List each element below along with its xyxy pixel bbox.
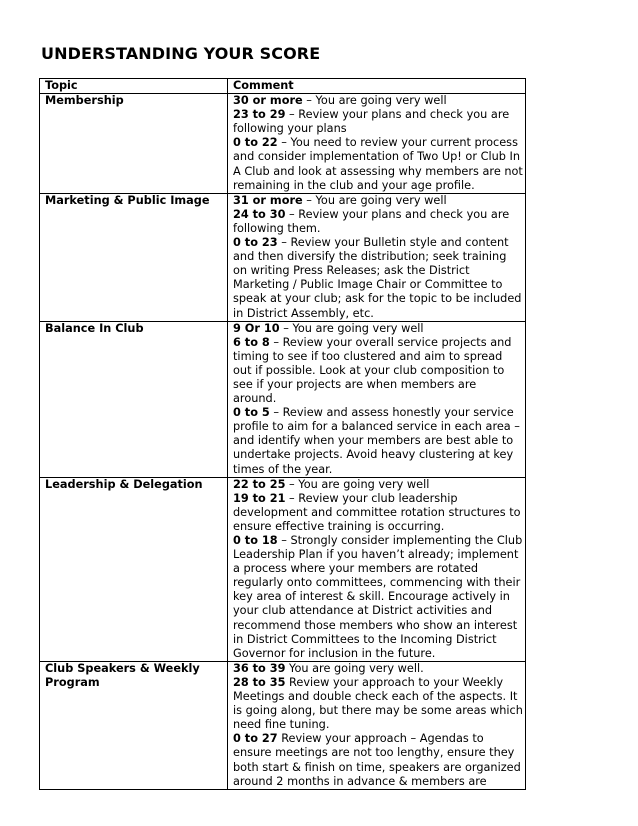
score-range: 6 to 8 bbox=[233, 335, 270, 349]
score-range: 9 Or 10 bbox=[233, 321, 280, 335]
comment-text: Review your approach to your Weekly Meetings and double check each of the aspects. It is going along, but there may be some areas which need fine tuning. bbox=[233, 675, 523, 732]
comment-text: – Review your Bulletin style and content and then diversify the distribution; seek training on writing Press Releases; ask the District Marketing / Public Image Chair or Committee to speak at your club; ask for the topic to be included in District Assembly, etc. bbox=[233, 236, 522, 320]
score-comment bbox=[233, 732, 523, 788]
comment-text: Review your approach – Agendas to ensure meetings are not too lengthy, ensure they both start & finish on time, speakers are organized around 2 months in advance & members are bbox=[233, 732, 521, 788]
comment-text: – You are going very well bbox=[285, 477, 430, 491]
score-comment bbox=[233, 136, 523, 192]
comment-text: – You need to review your current process and consider implementation of Two Up! or Club In A Club and look at assessing why members are not remaining in the club and your age profile. bbox=[233, 136, 523, 192]
score-range: 0 to 27 bbox=[233, 732, 278, 746]
score-comment bbox=[233, 236, 523, 321]
topic-cell: Club Speakers & Weekly Program bbox=[40, 661, 228, 789]
table-row bbox=[40, 661, 526, 789]
comment-text: – Review your plans and check you are following them. bbox=[233, 207, 510, 235]
topic-cell: Balance In Club bbox=[40, 321, 228, 477]
topic-cell: Membership bbox=[40, 94, 228, 194]
score-comment bbox=[233, 322, 523, 336]
score-comment bbox=[233, 492, 523, 534]
score-range: 30 or more bbox=[233, 94, 303, 108]
comment-cell bbox=[228, 94, 526, 194]
comment-text: – You are going very well bbox=[302, 193, 447, 207]
score-range: 19 to 21 bbox=[233, 491, 286, 505]
comment-text: – You are going very well bbox=[279, 321, 424, 335]
score-range: 22 to 25 bbox=[233, 477, 286, 491]
comment-cell bbox=[228, 193, 526, 321]
header-topic: Topic bbox=[40, 79, 228, 94]
score-range: 0 to 5 bbox=[233, 406, 270, 420]
score-range: 23 to 29 bbox=[233, 108, 286, 122]
table-row bbox=[40, 193, 526, 321]
header-comment: Comment bbox=[228, 79, 526, 94]
comment-text: – Review your club leadership development and committee rotation structures to ensure effective training is occurring. bbox=[233, 491, 521, 533]
comment-cell bbox=[228, 477, 526, 661]
table-header-row bbox=[40, 79, 526, 94]
score-comment bbox=[233, 94, 523, 108]
comment-cell bbox=[228, 661, 526, 789]
score-range: 31 or more bbox=[233, 193, 303, 207]
comment-text: You are going very well. bbox=[285, 661, 424, 675]
comment-text: – Review your overall service projects and timing to see if too clustered and aim to spread out if possible. Look at your club composition to see if your projects are when members are around. bbox=[233, 335, 512, 406]
topic-cell: Leadership & Delegation bbox=[40, 477, 228, 661]
score-range: 0 to 18 bbox=[233, 534, 278, 547]
comment-text: – Review and assess honestly your service profile to aim for a balanced service in each area – and identify when your members are best able to undertake projects. Avoid heavy clustering at key times of the year. bbox=[233, 406, 520, 476]
comment-text: – Review your plans and check you are following your plans bbox=[233, 108, 510, 136]
score-comment bbox=[233, 676, 523, 732]
score-range: 36 to 39 bbox=[233, 661, 286, 675]
score-comment bbox=[233, 194, 523, 208]
score-range: 0 to 22 bbox=[233, 136, 278, 150]
table-row bbox=[40, 94, 526, 194]
score-range: 24 to 30 bbox=[233, 207, 286, 221]
score-comment bbox=[233, 208, 523, 236]
score-comment bbox=[233, 336, 523, 406]
score-comment bbox=[233, 108, 523, 136]
score-comment bbox=[233, 534, 523, 661]
comment-text: – You are going very well bbox=[302, 94, 447, 108]
score-comment bbox=[233, 478, 523, 492]
comment-text: – Strongly consider implementing the Club Leadership Plan if you haven’t already; implement a process where your members are rotated regularly onto committees, commencing with their key area of interest & skill. Encourage actively in your club attendance at District activities and recommend those members who show an interest in District Committees to the Incoming District Governor for inclusion in the future. bbox=[233, 534, 523, 660]
topic-cell: Marketing & Public Image bbox=[40, 193, 228, 321]
score-table bbox=[39, 78, 526, 790]
score-comment bbox=[233, 406, 523, 476]
score-range: 0 to 23 bbox=[233, 236, 278, 250]
table-row bbox=[40, 321, 526, 477]
score-comment bbox=[233, 662, 523, 676]
table-row bbox=[40, 477, 526, 661]
comment-cell bbox=[228, 321, 526, 477]
score-range: 28 to 35 bbox=[233, 675, 286, 689]
page-title: UNDERSTANDING YOUR SCORE bbox=[41, 44, 321, 63]
